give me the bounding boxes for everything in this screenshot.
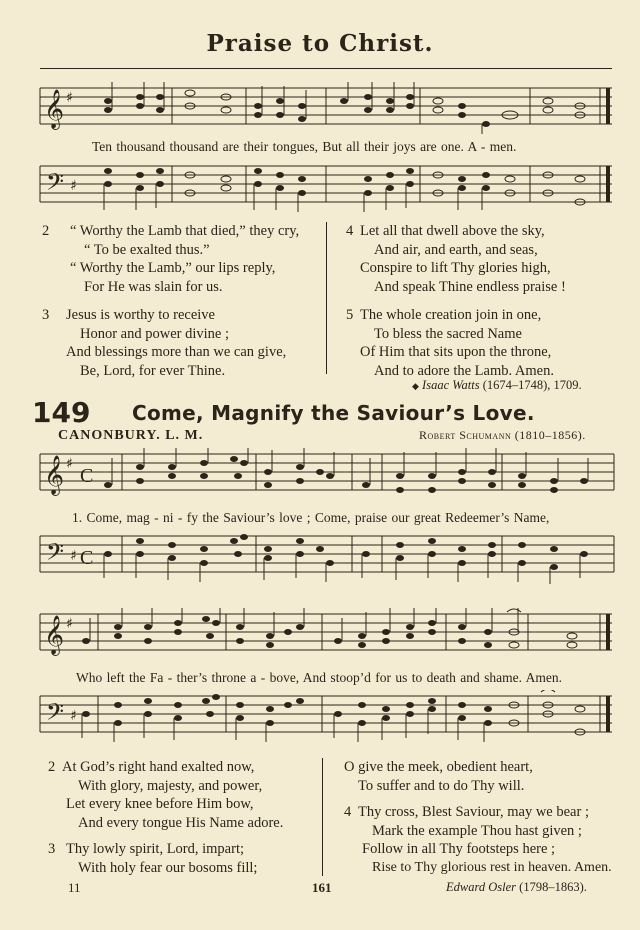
verse-number: 3 bbox=[42, 307, 50, 323]
verse-line: And to adore the Lamb. Amen. bbox=[374, 362, 554, 379]
h149-verse-4 bbox=[340, 803, 612, 877]
verse-number: 4 bbox=[346, 223, 354, 239]
verse-3 bbox=[42, 306, 299, 380]
verse-number: 2 bbox=[42, 223, 50, 239]
verse-line: Be, Lord, for ever Thine. bbox=[80, 362, 226, 379]
verse-line: With glory, majesty, and power, bbox=[78, 777, 263, 794]
h149-verse-2 bbox=[48, 758, 283, 832]
top-lyric-line: Ten thousand thousand are their tongues, But all their joys are one. A - men. bbox=[92, 139, 517, 154]
tune-name: CANONBURY. L. M. bbox=[58, 428, 204, 443]
verse-line: Of Him that sits upon the throne, bbox=[360, 344, 552, 360]
h149-verses-right bbox=[340, 758, 612, 877]
verse-line: “ Worthy the Lamb,” our lips reply, bbox=[70, 260, 276, 276]
verse-line: Honor and power divine ; bbox=[80, 325, 229, 342]
verse-line: Thy cross, Blest Saviour, may we bear ; bbox=[358, 804, 589, 820]
verse-4 bbox=[346, 222, 566, 296]
verse-line: And blessings more than we can give, bbox=[66, 344, 287, 360]
verse-line: Follow in all Thy footsteps here ; bbox=[362, 841, 556, 857]
h149-attribution bbox=[446, 880, 587, 895]
verse-line: Thy lowly spirit, Lord, impart; bbox=[66, 841, 245, 857]
verse-number: 3 bbox=[48, 841, 56, 857]
h149-s1-treble-staff bbox=[0, 448, 640, 504]
svg-text:𝄢: 𝄢 bbox=[46, 168, 65, 201]
svg-text:♯: ♯ bbox=[66, 616, 73, 632]
svg-text:♯: ♯ bbox=[70, 708, 77, 724]
top-treble-notes bbox=[104, 90, 585, 127]
h149-s1-bass-staff bbox=[0, 530, 640, 586]
top-verses-right bbox=[346, 222, 566, 380]
svg-text:♯: ♯ bbox=[66, 456, 73, 472]
verse-line: To suffer and to do Thy will. bbox=[358, 777, 525, 794]
top-verses-left bbox=[42, 222, 300, 380]
verse-line: Rise to Thy glorious rest in heaven. Amen. bbox=[372, 859, 612, 875]
h149-lyric-line-2: Who left the Fa - ther’s throne a - bove, And stoop’d for us to death and shame. Amen. bbox=[76, 670, 563, 685]
verse-number: 4 bbox=[344, 804, 352, 820]
verse-column-divider-bottom bbox=[322, 758, 323, 876]
verse-line: With holy fear our bosoms fill; bbox=[78, 859, 258, 876]
verse-line: Mark the example Thou hast given ; bbox=[372, 822, 582, 839]
verse-line: At God’s right hand exalted now, bbox=[62, 759, 255, 775]
header-rule bbox=[40, 68, 612, 69]
top-treble-staff bbox=[0, 82, 640, 134]
verse-column-divider-top bbox=[326, 222, 327, 374]
verse-number: 2 bbox=[48, 759, 56, 775]
verse-line: “ Worthy the Lamb that died,” they cry, bbox=[70, 223, 300, 239]
verse-line: And air, and earth, and seas, bbox=[374, 241, 538, 258]
top-hymn-attribution: ◆ Isaac Watts (1674–1748), 1709. bbox=[412, 378, 582, 392]
svg-text:C: C bbox=[80, 547, 94, 569]
svg-text:𝄞: 𝄞 bbox=[44, 615, 65, 655]
svg-text:C: C bbox=[80, 465, 94, 487]
author-name: Isaac Watts bbox=[422, 378, 480, 392]
verse-line: Conspire to lift Thy glories high, bbox=[360, 260, 551, 276]
verse-2 bbox=[42, 222, 300, 296]
verse-line: The whole creation join in one, bbox=[360, 307, 542, 323]
h149-s1-bass-notes bbox=[104, 534, 588, 570]
verse-line: Let all that dwell above the sky, bbox=[360, 223, 545, 239]
page-header: Praise to Christ. bbox=[206, 30, 434, 57]
svg-text:𝄞: 𝄞 bbox=[44, 455, 65, 495]
h149-verses-left bbox=[48, 758, 283, 877]
h149-verse-3-cont bbox=[340, 758, 612, 795]
svg-text:♯: ♯ bbox=[70, 178, 77, 194]
verse-line: “ To be exalted thus.” bbox=[84, 241, 210, 258]
top-bass-notes bbox=[104, 168, 585, 205]
h149-s2-bass-staff bbox=[0, 690, 640, 746]
hymn-number: 149 bbox=[32, 396, 91, 429]
verse-line: And every tongue His Name adore. bbox=[78, 814, 284, 831]
verse-line: Jesus is worthy to receive bbox=[66, 307, 215, 323]
verse-line: To bless the sacred Name bbox=[374, 325, 522, 342]
verse-line: O give the meek, obedient heart, bbox=[344, 759, 533, 775]
verse-line: And speak Thine endless praise ! bbox=[374, 278, 566, 295]
h149-verse-3 bbox=[48, 840, 283, 877]
author-name: Edward Osler bbox=[446, 880, 517, 894]
svg-text:𝄢: 𝄢 bbox=[46, 698, 65, 731]
h149-lyric-line-1: 1. Come, mag - ni - fy the Saviour’s love ; Come, praise our great Redeemer’s Name, bbox=[72, 510, 550, 525]
verse-line: Let every knee before Him bow, bbox=[66, 796, 254, 812]
verse-number: 5 bbox=[346, 307, 354, 323]
verse-line: For He was slain for us. bbox=[84, 278, 223, 295]
svg-text:♯: ♯ bbox=[70, 548, 77, 564]
svg-text:♯: ♯ bbox=[66, 90, 73, 106]
h149-s2-treble-staff bbox=[0, 608, 640, 664]
svg-text:𝄞: 𝄞 bbox=[44, 89, 65, 129]
h149-s1-treble-notes bbox=[104, 456, 588, 493]
footer-signature: 11 bbox=[68, 880, 81, 895]
svg-text:𝄢: 𝄢 bbox=[46, 538, 65, 571]
hymn-title: Come, Magnify the Saviour’s Love. bbox=[132, 401, 535, 425]
author-dates: (1674–1748), 1709. bbox=[482, 378, 582, 392]
page-number: 161 bbox=[312, 880, 332, 895]
verse-5 bbox=[346, 306, 566, 380]
composer: Robert Schumann (1810–1856). bbox=[419, 428, 586, 442]
top-bass-staff bbox=[0, 160, 640, 214]
author-dates: (1798–1863). bbox=[519, 880, 587, 894]
